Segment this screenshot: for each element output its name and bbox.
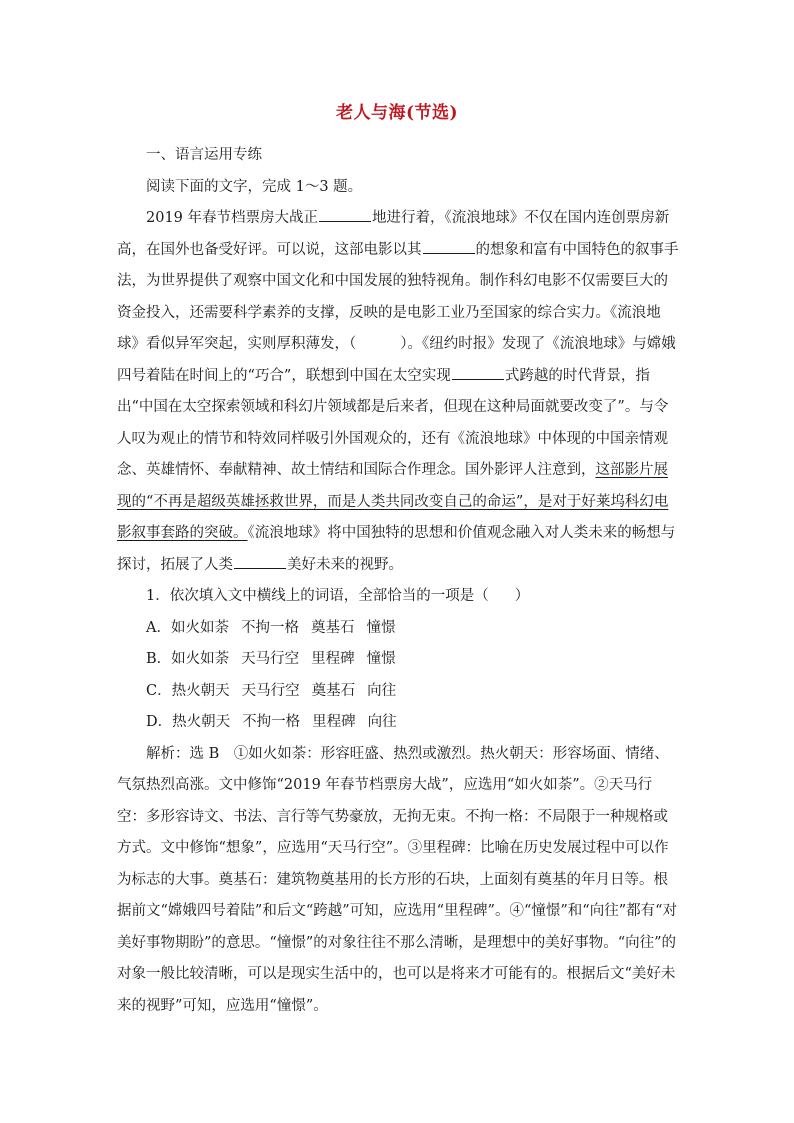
passage-text: 式跨越的时代背景，指出“中国在太空探索领域和科幻片领域都是后来者，但现在这种局面就要改变了”。与令人叹为观止的情节和特效同样吸引外国观众的，还有《流浪地球》中体现的中国亲情观念、英雄情怀、奉献精神、故土情结和国际合作理念。国外影评人注意到， bbox=[117, 367, 669, 478]
passage-text: 《流浪地球》将中国独特的思想和价值观念融入对人类未来的畅想与探讨，拓展了人类 bbox=[117, 525, 676, 573]
fill-blank bbox=[319, 207, 371, 222]
analysis-paragraph: 解析：选 B ①如火如荼：形容旺盛、热烈或激烈。热火朝天：形容场面、情绪、气氛热烈高涨。文中修饰“2019 年春节档票房大战”，应选用“如火如荼”。②天马行空：多形容诗文、书法、言行等气势豪放，无拘无束。不拘一格：不局限于一种规格或方式。文中修饰“想象”，应选用“天马行空”。③里程碑：比喻在历史发展过程中可以作为标志的大事。奠基石：建筑物奠基用的长方形的石块，上面刻有奠基的年月日等。根据前文“嫦娥四号着陆”和后文“跨越”可知，应选用“里程碑”。④“憧憬”和“向往”都有“对美好事物期盼”的意思。“憧憬”的对象往往不那么清晰，是理想中的美好事物。“向往”的对象一般比较清晰，可以是现实生活中的，也可以是将来才可能有的。根据后文“美好未来的视野”可知，应选用“憧憬”。 bbox=[117, 745, 678, 1014]
instruction-text: 阅读下面的文字，完成 1～3 题。 bbox=[146, 178, 363, 195]
passage-text: 美好未来的视野。 bbox=[287, 556, 403, 573]
option-b: B．如火如荼 天马行空 里程碑 憧憬 bbox=[146, 651, 396, 667]
passage-text: 地进行着，《流浪地球》不仅在国内连创票房新高，在国外也备受好评。可以说，这部电影以其 bbox=[117, 210, 670, 258]
passage-text: 的想象和富有中国特色的叙事手法，为世界提供了观察中国文化和中国发展的独特视角。制作科幻电影不仅需要巨大的资金投入，还需要科学素养的支撑，反映的是电影工业乃至国家的综合实力。《流浪地球》看似异军突起，实则厚积薄发，（ bbox=[117, 241, 679, 352]
passage-text: ）。《纽约时报》发现了《流浪地球》与嫦娥四号着陆在时间上的“巧合”，联想到中国在太空实现 bbox=[117, 336, 676, 384]
fill-blank bbox=[234, 554, 286, 569]
document-body bbox=[117, 140, 679, 1022]
question-stem: 1．依次填入文中横线上的词语，全部恰当的一项是（ ） bbox=[146, 588, 530, 604]
underlined-sentence: 这部影片展现的“不再是超级英雄拯救世界，而是人类共同改变自己的命运”，是对于好莱坞科幻电影叙事套路的突破。 bbox=[117, 462, 669, 541]
option-c: C．热火朝天 天马行空 奠基石 向往 bbox=[146, 682, 397, 699]
option-label: A． bbox=[146, 619, 171, 636]
fill-blank bbox=[452, 365, 504, 380]
section-heading: 一、语言运用专练 bbox=[146, 147, 262, 163]
option-d: D．热火朝天 不拘一格 里程碑 向往 bbox=[146, 714, 397, 730]
option-a: A．如火如荼 不拘一格 奠基石 憧憬 bbox=[146, 619, 396, 636]
option-label: B． bbox=[146, 651, 172, 667]
page-title: 老人与海(节选) bbox=[335, 103, 459, 123]
option-label: D． bbox=[146, 714, 173, 730]
passage-paragraph bbox=[117, 203, 679, 581]
fill-blank bbox=[423, 239, 475, 254]
option-label: C． bbox=[146, 682, 172, 699]
passage-text: 2019 年春节档票房大战正 bbox=[146, 210, 319, 226]
